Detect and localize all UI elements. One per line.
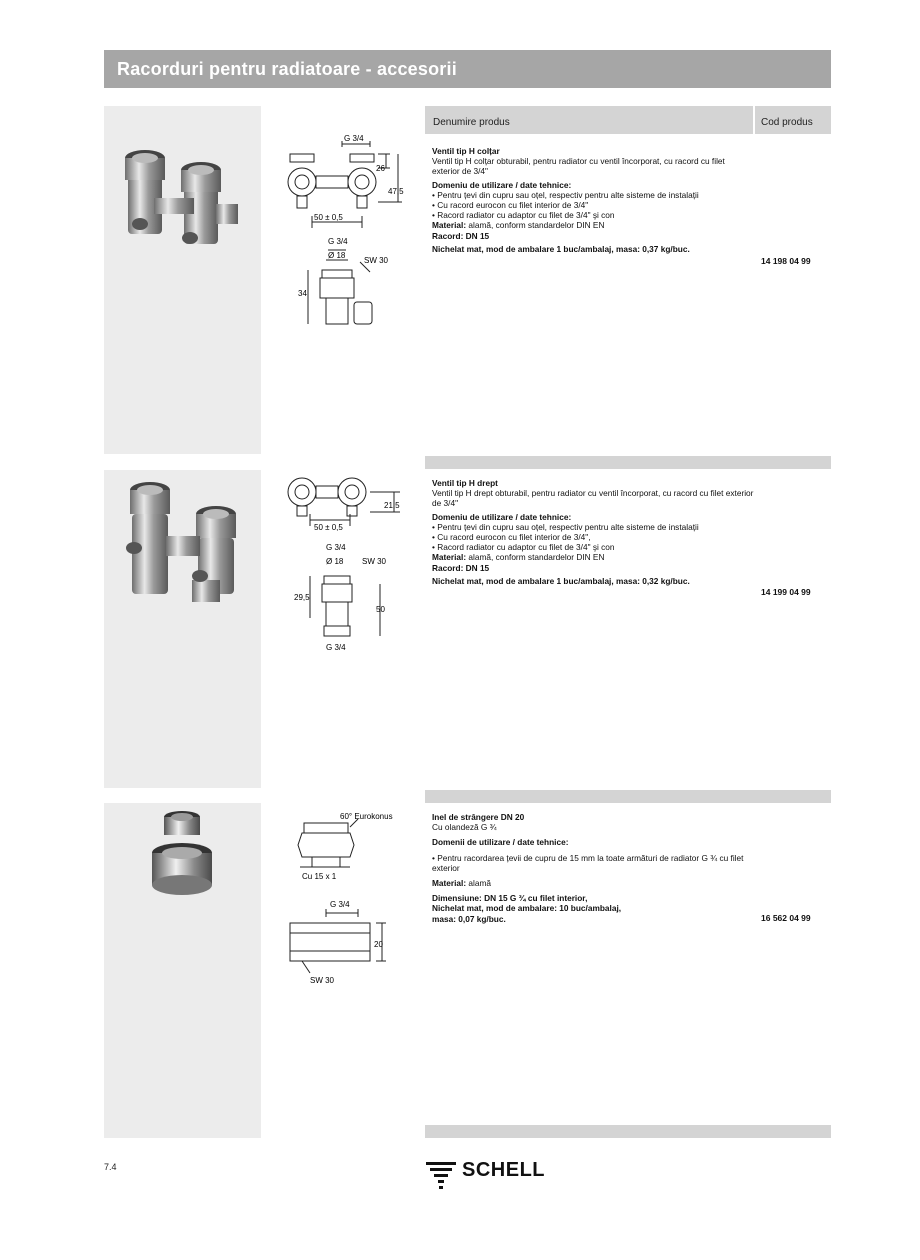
dim-side-g-label: G 3/4 xyxy=(328,237,348,246)
racord-line: Racord: DN 15 xyxy=(432,562,490,573)
material-label: Material: xyxy=(432,220,467,231)
dim-top-g-label-2: G 3/4 xyxy=(326,543,346,552)
dim-sw-label-2: SW 30 xyxy=(362,557,387,566)
product-name: Ventil tip H colțar xyxy=(432,146,500,156)
page-header xyxy=(104,50,831,88)
schell-logo xyxy=(425,1156,565,1192)
dim-side-h-label: 34 xyxy=(298,289,307,298)
racord-line: Racord: DN 15 xyxy=(432,230,490,241)
product-intro: Cu olandeză G ¾ xyxy=(432,822,497,833)
variant-line: Nichelat mat, mod de ambalare 1 buc/ambalaj, masa: 0,32 kg/buc. xyxy=(432,575,690,586)
packaging-line: Nichelat mat, mod de ambalare: 10 buc/ambalaj, xyxy=(432,903,622,914)
variant-line: Nichelat mat, mod de ambalare 1 buc/ambalaj, masa: 0,37 kg/buc. xyxy=(432,243,690,254)
page-title: Racorduri pentru radiatoare - accesorii xyxy=(117,59,457,79)
bullet-item: • Racord radiator cu adaptor cu filet de 3/4" şi con xyxy=(432,210,615,221)
dim-cone-label: 60° Eurokonus xyxy=(340,812,393,821)
dim-sw-label: SW 30 xyxy=(364,256,389,265)
h-valve-angle-photo xyxy=(104,106,261,454)
material-value: alamă, conform standardelor DIN EN xyxy=(466,220,605,231)
dim-h2-label: 47,5 xyxy=(388,187,404,196)
dim-h1-label-2: 21,5 xyxy=(384,501,400,510)
product-code-2: 14 199 04 99 xyxy=(761,587,811,597)
technical-drawing-1 xyxy=(270,130,420,330)
product-photo-panel-1 xyxy=(104,106,261,454)
material-value: alamă, conform standardelor DIN EN xyxy=(466,552,605,563)
section-divider-1 xyxy=(425,456,831,469)
column-divider xyxy=(753,106,755,134)
domain-title: Domeniu de utilizare / date tehnice: xyxy=(432,511,572,522)
product-description-1 xyxy=(432,146,754,254)
dim-g-label-3: G 3/4 xyxy=(330,900,350,909)
schell-logo-mark-icon xyxy=(425,1156,459,1190)
dim-h-left-label-2: 29,5 xyxy=(294,593,310,602)
bullet-item: • Cu racord eurocon cu filet interior de 3/4", xyxy=(432,532,591,543)
dim-diameter-label-2: Ø 18 xyxy=(326,557,344,566)
dim-h-label-3: 20 xyxy=(374,940,383,949)
product-intro: Ventil tip H drept obturabil, pentru radiator cu ventil încorporat, cu racord cu filet exterior de 3/4" xyxy=(432,488,754,509)
page-number: 7.4 xyxy=(104,1162,117,1172)
material-value: alamă xyxy=(466,878,492,889)
technical-drawing-3 xyxy=(270,805,420,990)
mass-line: masa: 0,07 kg/buc. xyxy=(432,913,506,924)
schell-logo-text: SCHELL xyxy=(462,1159,545,1181)
product-intro: Ventil tip H colțar obturabil, pentru radiator cu ventil încorporat, cu racord cu filet exterior de 3/4" xyxy=(432,156,725,177)
domain-title: Domenii de utilizare / date tehnice: xyxy=(432,837,569,848)
material-label: Material: xyxy=(432,878,467,889)
dim-cu-label: Cu 15 x 1 xyxy=(302,872,337,881)
bullet-item: • Cu racord eurocon cu filet interior de 3/4" xyxy=(432,200,589,211)
product-code-1: 14 198 04 99 xyxy=(761,256,811,266)
table-header xyxy=(425,106,831,134)
material-line xyxy=(432,552,754,562)
column-header-product: Denumire produs xyxy=(433,117,510,128)
product-description-3 xyxy=(432,812,754,924)
dimension-line: Dimensiune: DN 15 G ¾ cu filet interior, xyxy=(432,893,588,904)
bullet-item: • Pentru țevi din cupru sau oțel, respectiv pentru alte sisteme de instalații xyxy=(432,189,699,200)
column-header-code: Cod produs xyxy=(761,117,813,128)
dim-top-g-label: G 3/4 xyxy=(344,134,364,143)
section-divider-2 xyxy=(425,790,831,803)
domain-title: Domeniu de utilizare / date tehnice: xyxy=(432,179,572,190)
product-code-3: 16 562 04 99 xyxy=(761,913,811,923)
h-valve-straight-photo xyxy=(104,470,261,788)
dim-width-label: 50 ± 0,5 xyxy=(314,213,343,222)
technical-drawing-2 xyxy=(270,470,420,660)
dim-bottom-g-label-2: G 3/4 xyxy=(326,643,346,652)
product-name: Inel de strângere DN 20 xyxy=(432,812,525,822)
product-description-2 xyxy=(432,478,754,586)
dim-h1-label: 26 xyxy=(376,164,385,173)
material-line xyxy=(432,220,754,230)
dim-sw-label-3: SW 30 xyxy=(310,976,335,985)
bullet-item: • Pentru țevi din cupru sau oțel, respectiv pentru alte sisteme de instalații xyxy=(432,521,699,532)
product-name: Ventil tip H drept xyxy=(432,478,498,488)
bullet-item: • Racord radiator cu adaptor cu filet de 3/4" şi con xyxy=(432,542,615,553)
dim-width-label-2: 50 ± 0,5 xyxy=(314,523,343,532)
bullet-item: • Pentru racordarea țevii de cupru de 15 mm la toate armături de radiator G ¾ cu filet exterior xyxy=(432,852,744,873)
product-photo-panel-2 xyxy=(104,470,261,788)
material-label: Material: xyxy=(432,552,467,563)
clamping-ring-photo xyxy=(104,803,261,1138)
dim-diameter-label: Ø 18 xyxy=(328,251,346,260)
section-divider-3 xyxy=(425,1125,831,1138)
dim-h-right-label-2: 50 xyxy=(376,605,385,614)
product-photo-panel-3 xyxy=(104,803,261,1138)
material-line xyxy=(432,878,754,888)
